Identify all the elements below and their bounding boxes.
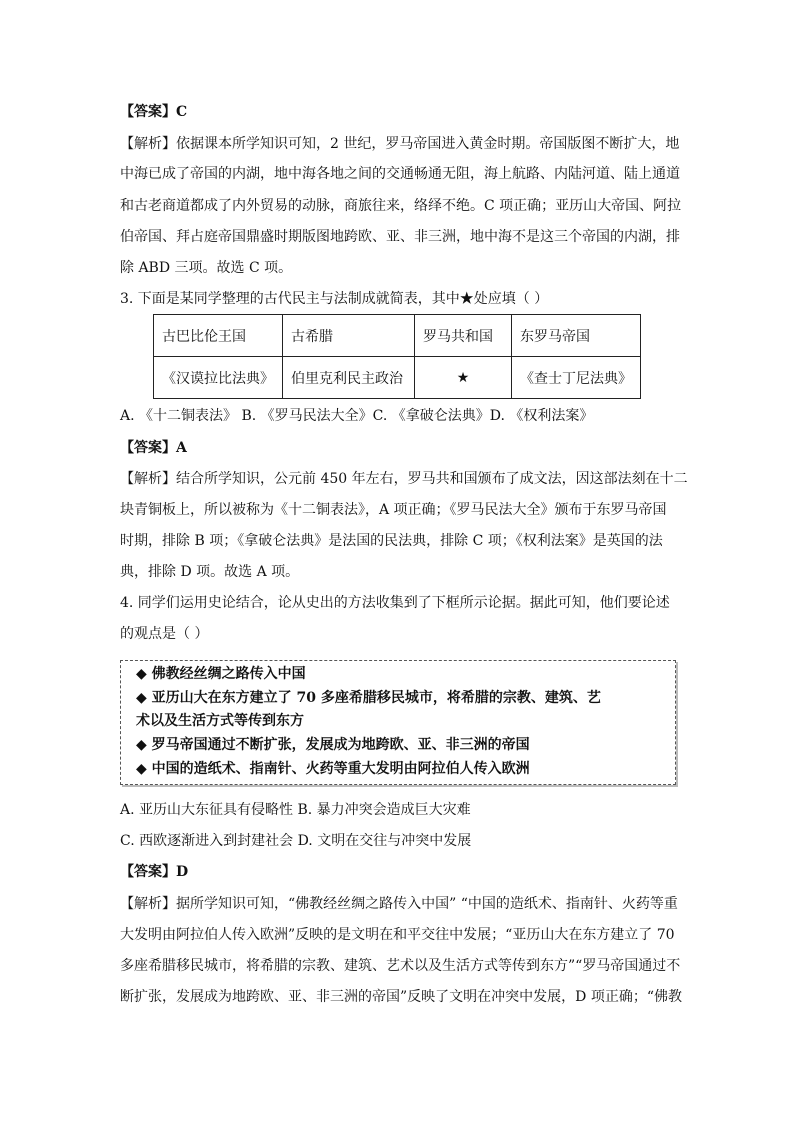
evidence-item: ◆ 亚历山大在东方建立了 70 多座希腊移民城市，将希腊的宗教、建筑、艺 xyxy=(136,690,601,706)
q2-analysis-line: 【解析】依据课本所学知识可知，2 世纪，罗马帝国进入黄金时期。帝国版图不断扩大，地 xyxy=(120,136,680,152)
table-cell: 《汉谟拉比法典》 xyxy=(154,357,283,399)
q3-answer: 【答案】A xyxy=(120,440,187,456)
table-cell: 伯里克利民主政治 xyxy=(283,357,415,399)
star-placeholder-cell: ★ xyxy=(415,357,512,399)
evidence-item-continued: 术以及生活方式等传到东方 xyxy=(136,713,304,729)
q3-options: A. 《十二铜表法》 B. 《罗马民法大全》C. 《拿破仑法典》D. 《权利法案》 xyxy=(120,408,594,424)
table-cell: 古巴比伦王国 xyxy=(154,315,283,357)
q2-analysis-line: 伯帝国、拜占庭帝国鼎盛时期版图地跨欧、亚、非三洲，地中海不是这三个帝国的内湖，排 xyxy=(120,229,680,245)
evidence-item: ◆ 中国的造纸术、指南针、火药等重大发明由阿拉伯人传入欧洲 xyxy=(136,761,530,777)
q3-analysis-line: 时期，排除 B 项；《拿破仑法典》是法国的民法典，排除 C 项；《权利法案》是英国的法 xyxy=(120,533,663,549)
table-cell: 古希腊 xyxy=(283,315,415,357)
q4-answer: 【答案】D xyxy=(120,864,189,880)
q3-analysis-line: 块青铜板上，所以被称为《十二铜表法》，A 项正确；《罗马民法大全》颁布于东罗马帝国 xyxy=(120,502,667,518)
q4-analysis-line: 【解析】据所学知识可知，“佛教经丝绸之路传入中国” “中国的造纸术、指南针、火药等重 xyxy=(120,896,678,912)
q4-analysis-line: 断扩张，发展成为地跨欧、亚、非三洲的帝国”反映了文明在冲突中发展，D 项正确；“佛教 xyxy=(120,989,682,1005)
q4-stem-line: 的观点是（ ） xyxy=(120,626,209,642)
table-cell: 罗马共和国 xyxy=(415,315,512,357)
evidence-item: ◆ 罗马帝国通过不断扩张，发展成为地跨欧、亚、非三洲的帝国 xyxy=(136,737,530,753)
table-row xyxy=(154,315,641,357)
q3-analysis-line: 典，排除 D 项。故选 A 项。 xyxy=(120,564,300,580)
evidence-item: ◆ 佛教经丝绸之路传入中国 xyxy=(136,666,306,682)
q3-stem: 3. 下面是某同学整理的古代民主与法制成就简表，其中★处应填（ ） xyxy=(120,291,549,307)
table-cell: 《查士丁尼法典》 xyxy=(512,357,641,399)
q2-answer: 【答案】C xyxy=(120,104,188,120)
q2-analysis-line: 除 ABD 三项。故选 C 项。 xyxy=(120,260,293,276)
q4-stem-line: 4. 同学们运用史论结合，论从史出的方法收集到了下框所示论据。据此可知，他们要论述 xyxy=(120,595,670,611)
q4-options-line: C. 西欧逐渐进入到封建社会 D. 文明在交往与冲突中发展 xyxy=(120,833,472,849)
q3-table xyxy=(153,314,641,399)
q3-analysis-line: 【解析】结合所学知识，公元前 450 年左右，罗马共和国颁布了成文法，因这部法刻在十二 xyxy=(120,471,688,487)
q4-analysis-line: 多座希腊移民城市，将希腊的宗教、建筑、艺术以及生活方式等传到东方”“罗马帝国通过不 xyxy=(120,958,681,974)
q2-analysis-line: 中海已成了帝国的内湖，地中海各地之间的交通畅通无阻，海上航路、内陆河道、陆上通道 xyxy=(120,166,680,182)
q4-options-line: A. 亚历山大东征具有侵略性 B. 暴力冲突会造成巨大灾难 xyxy=(120,802,471,818)
q4-analysis-line: 大发明由阿拉伯人传入欧洲”反映的是文明在和平交往中发展；“亚历山大在东方建立了 70 xyxy=(120,927,675,943)
q2-analysis-line: 和古老商道都成了内外贸易的动脉，商旅往来，络绎不绝。C 项正确；亚历山大帝国、阿拉 xyxy=(120,198,682,214)
table-row xyxy=(154,357,641,399)
table-cell: 东罗马帝国 xyxy=(512,315,641,357)
